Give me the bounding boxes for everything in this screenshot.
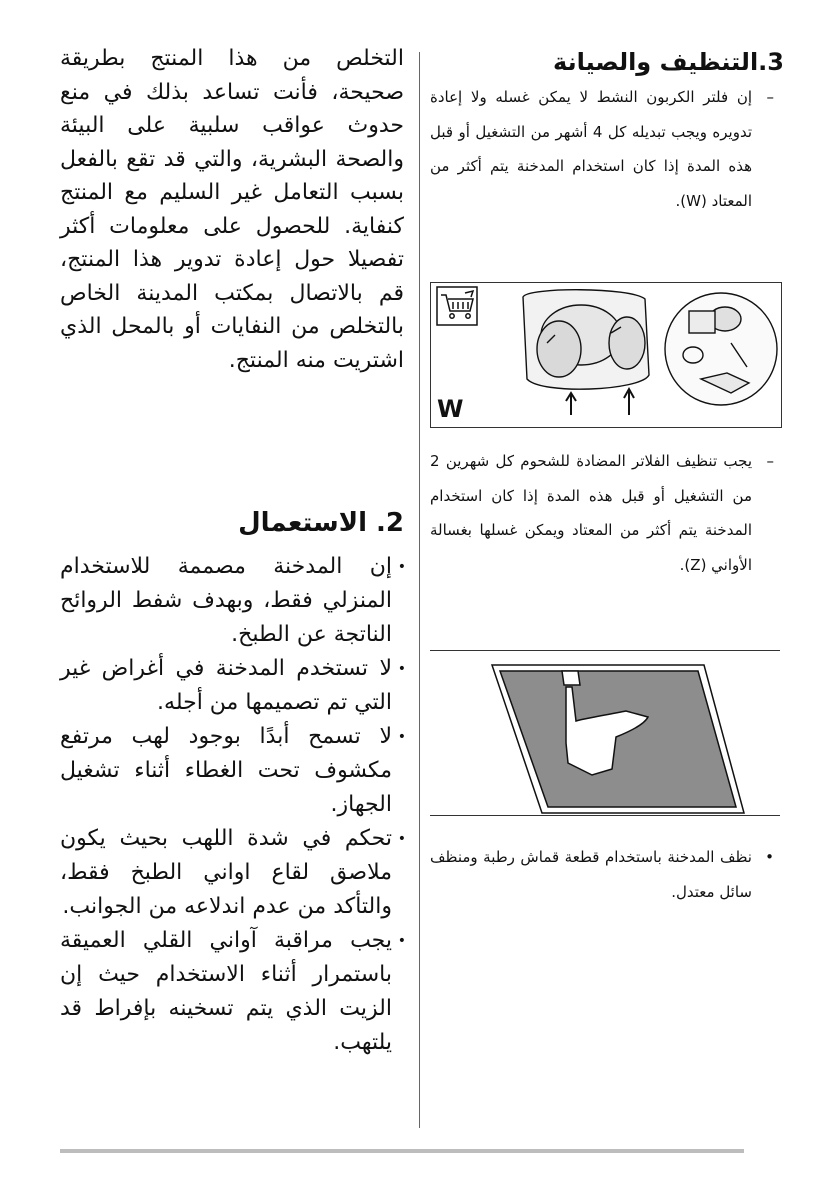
- carbon-filter-illustration: [431, 283, 781, 427]
- carbon-filter-paragraph: – إن فلتر الكربون النشط لا يمكن غسله ولا إعادة تدويره ويجب تبديله كل 4 أشهر من التشغيل أو قبل هذه المدة إذا كان استخدام المدخنة يتم أكثر من المعتاد (W).: [430, 80, 780, 218]
- bullet-icon: •: [397, 933, 406, 949]
- list-item: • يجب مراقبة آواني القلي العميقة باستمرار أثناء الاستخدام حيث إن الزيت الذي يتم تسخينه بإفراط قد يلتهب.: [60, 924, 406, 1060]
- list-item: • إن المدخنة مصممة للاستخدام المنزلي فقط، وبهدف شفط الروائح الناتجة عن الطبخ.: [60, 550, 406, 652]
- grease-filter-paragraph: – يجب تنظيف الفلاتر المضادة للشحوم كل شهرين 2 من التشغيل أو قبل هذه المدة إذا كان استخدام المدخنة يتم أكثر من المعتاد ويمكن غسلها بغسالة الأواني (Z).: [430, 444, 780, 582]
- shopping-cart-icon: [437, 287, 477, 325]
- bullet-icon: •: [397, 559, 406, 575]
- dash-marker: –: [766, 452, 774, 470]
- disposal-section: [60, 42, 404, 377]
- list-item: • تحكم في شدة اللهب بحيث يكون ملاصق لقاع اواني الطبخ فقط، والتأكد من عدم اندلاعه من الجوانب.: [60, 822, 406, 924]
- usage-list: [60, 550, 406, 1060]
- list-item: • لا تستخدم المدخنة في أغراض غير التي تم تصميمها من أجله.: [60, 652, 406, 720]
- figure-w-carbon-filter: [430, 282, 782, 428]
- column-divider: [419, 52, 420, 1128]
- footer-rule: [60, 1149, 744, 1153]
- hood-body-drawing: [523, 290, 649, 415]
- bullet-icon: •: [397, 729, 406, 745]
- figure-w-label: W: [437, 395, 464, 423]
- dash-marker: –: [766, 88, 774, 106]
- bullet-icon: •: [397, 661, 406, 677]
- section-3-heading: 3.التنظيف والصيانة: [553, 48, 784, 76]
- section-2-heading: 2. الاستعمال: [238, 508, 404, 538]
- bullet-icon: •: [397, 831, 406, 847]
- bullet-marker: •: [765, 848, 774, 866]
- detail-magnifier-drawing: [665, 293, 777, 405]
- cleaning-paragraph: • نظف المدخنة باستخدام قطعة قماش رطبة ومنظف سائل معتدل.: [430, 840, 780, 909]
- disposal-paragraph: التخلص من هذا المنتج بطريقة صحيحة، فأنت تساعد بذلك في منع حدوث عواقب سلبية على البيئة والصحة البشرية، والتي قد تقع بالفعل بسبب التعامل غير السليم مع المنتج كنفاية. للحصول على معلومات أكثر تفصيلا حول إعادة تدوير هذا المنتج، قم بالاتصال بمكتب المدينة الخاص بالتخلص من النفايات أو بالمحل الذي اشتريت منه المنتج.: [60, 46, 404, 373]
- figure-z-grease-filter: [430, 650, 780, 816]
- list-item: • لا تسمح أبدًا بوجود لهب مرتفع مكشوف تحت الغطاء أثناء تشغيل الجهاز.: [60, 720, 406, 822]
- grease-filter-illustration: [430, 651, 780, 815]
